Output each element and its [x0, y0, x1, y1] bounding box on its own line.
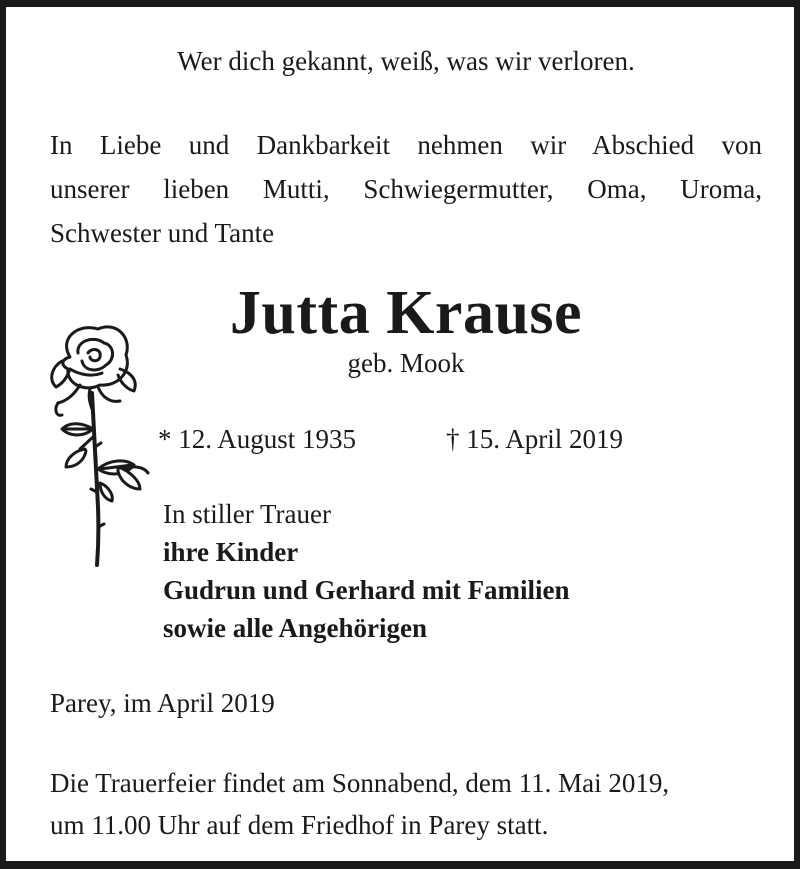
mourner-line: ihre Kinder [163, 537, 299, 567]
mourner-line: sowie alle Angehörigen [163, 613, 427, 643]
rose-icon [40, 317, 152, 571]
funeral-line: um 11.00 Uhr auf dem Friedhof in Parey statt. [50, 810, 549, 840]
funeral-info [50, 762, 770, 846]
motto: Wer dich gekannt, weiß, was wir verloren. [177, 46, 635, 76]
funeral-line: Die Trauerfeier findet am Sonnabend, dem 11. Mai 2019, [50, 768, 670, 798]
death-date: † 15. April 2019 [446, 424, 624, 454]
birth-name: geb. Mook [347, 348, 465, 378]
birth-date: * 12. August 1935 [158, 424, 357, 454]
intro-line: unserer lieben Mutti, Schwiegermutter, Oma, Uroma, [50, 174, 762, 204]
place-date: Parey, im April 2019 [50, 688, 275, 718]
deceased-name: Jutta Krause [229, 279, 583, 347]
intro-text [50, 123, 762, 255]
mourner-line: Gudrun und Gerhard mit Familien [163, 575, 570, 605]
intro-line: In Liebe und Dankbarkeit nehmen wir Abschied von [50, 130, 762, 160]
intro-line: Schwester und Tante [50, 218, 275, 248]
mourning-intro: In stiller Trauer [163, 499, 331, 529]
